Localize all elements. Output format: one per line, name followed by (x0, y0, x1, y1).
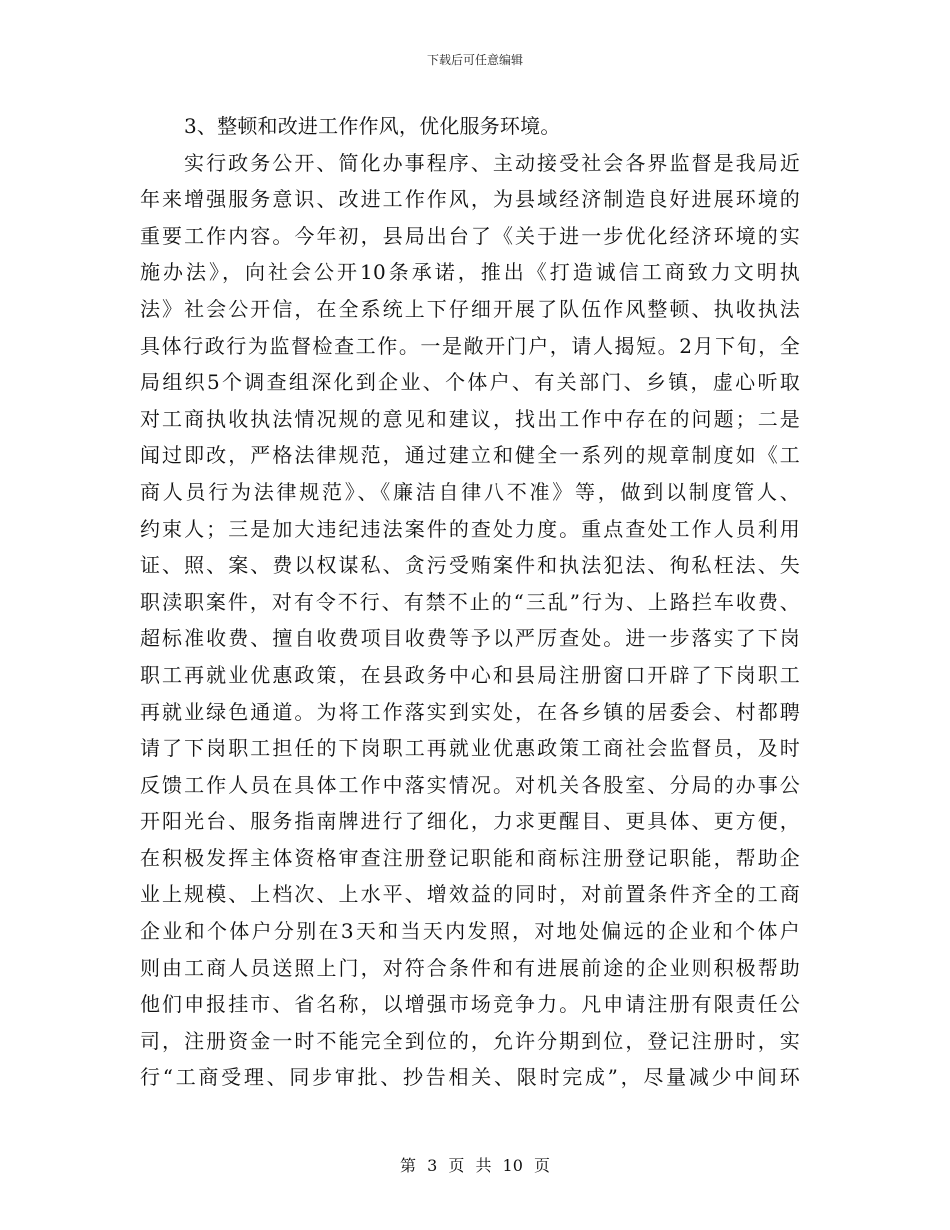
page-number-footer: 第 3 页 共 10 页 (400, 1156, 550, 1175)
paragraph-line: 年来增强服务意识、改进工作作风，为县域经济制造良好进展环境的 (140, 187, 800, 212)
paragraph-line: 他们申报挂市、省名称，以增强市场竞争力。凡申请注册有限责任公 (140, 992, 800, 1017)
paragraph-line: 约束人；三是加大违纪违法案件的查处力度。重点查处工作人员利用 (140, 516, 800, 541)
paragraph-line: 在积极发挥主体资格审查注册登记职能和商标注册登记职能，帮助企 (140, 845, 800, 870)
paragraph-line: 商人员行为法律规范》、《廉洁自律八不准》等，做到以制度管人、 (140, 479, 800, 504)
paragraph-line: 行“工商受理、同步审批、抄告相关、限时完成”，尽量减少中间环 (140, 1065, 800, 1090)
paragraph-line: 具体行政行为监督检查工作。一是敞开门户，请人揭短。2月下旬，全 (140, 333, 800, 358)
paragraph-line: 实行政务公开、简化办事程序、主动接受社会各界监督是我局近 (184, 150, 800, 175)
paragraph-line: 局组织5个调查组深化到企业、个体户、有关部门、乡镇，虚心听取 (140, 370, 800, 395)
paragraph-line: 职工再就业优惠政策，在县政务中心和县局注册窗口开辟了下岗职工 (140, 662, 800, 687)
paragraph-line: 司，注册资金一时不能完全到位的，允许分期到位，登记注册时，实 (140, 1028, 800, 1053)
document-body (140, 112, 800, 1100)
paragraph-line: 法》社会公开信，在全系统上下仔细开展了队伍作风整顿、执收执法 (140, 296, 800, 321)
paragraph-line: 企业和个体户分别在3天和当天内发照，对地处偏远的企业和个体户 (140, 919, 800, 944)
paragraph-line: 超标准收费、擅自收费项目收费等予以严厉查处。进一步落实了下岗 (140, 626, 800, 651)
paragraph-line: 对工商执收执法情况规的意见和建议，找出工作中存在的问题；二是 (140, 406, 800, 431)
paragraph-line: 请了下岗职工担任的下岗职工再就业优惠政策工商社会监督员，及时 (140, 736, 800, 761)
paragraph-line: 业上规模、上档次、上水平、增效益的同时，对前置条件齐全的工商 (140, 882, 800, 907)
paragraph-line: 闻过即改，严格法律规范，通过建立和健全一系列的规章制度如《工 (140, 443, 800, 468)
paragraph-line: 施办法》，向社会公开10条承诺，推出《打造诚信工商致力文明执 (140, 260, 800, 285)
paragraph-line: 重要工作内容。今年初，县局出台了《关于进一步优化经济环境的实 (140, 223, 800, 248)
paragraph-line: 再就业绿色通道。为将工作落实到实处，在各乡镇的居委会、村都聘 (140, 699, 800, 724)
paragraph-line: 反馈工作人员在具体工作中落实情况。对机关各股室、分局的办事公 (140, 772, 800, 797)
page-header: 下载后可任意编辑 (426, 53, 523, 67)
paragraph-line: 开阳光台、服务指南牌进行了细化，力求更醒目、更具体、更方便， (140, 809, 800, 834)
paragraph-line: 证、照、案、费以权谋私、贪污受贿案件和执法犯法、徇私枉法、失 (140, 553, 800, 578)
paragraph-line: 则由工商人员送照上门，对符合条件和有进展前途的企业则积极帮助 (140, 955, 800, 980)
paragraph-line: 职渎职案件，对有令不行、有禁不止的“三乱”行为、上路拦车收费、 (140, 589, 800, 614)
section-heading: 3、整顿和改进工作作风，优化服务环境。 (184, 114, 561, 138)
